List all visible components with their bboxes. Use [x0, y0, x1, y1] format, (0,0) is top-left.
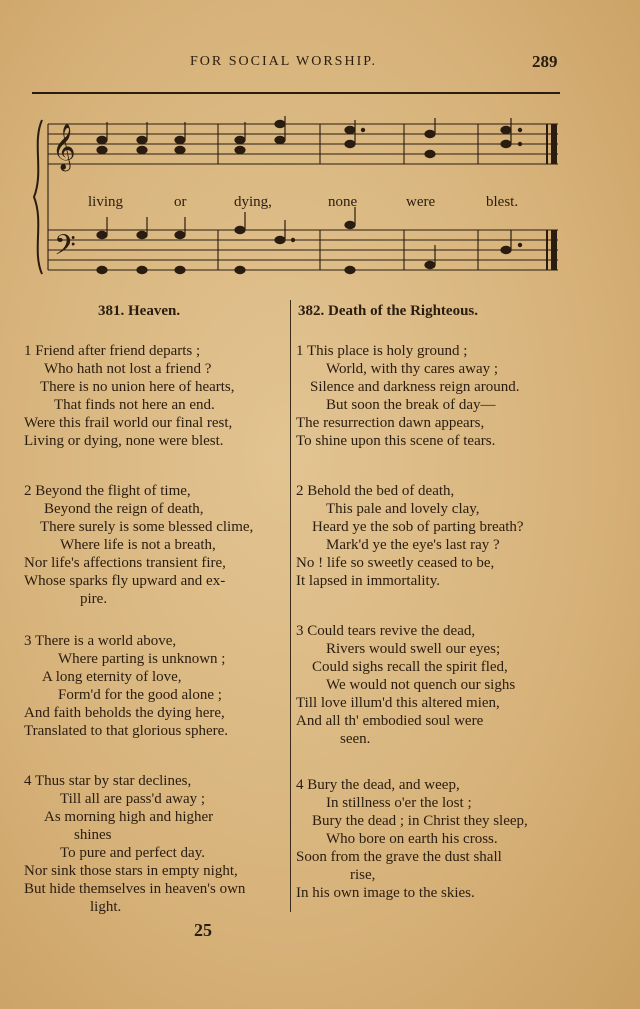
verse-line: We would not quench our sighs: [326, 677, 516, 693]
verse-line: shines: [74, 827, 112, 843]
verse-line: Nor life's affections transient fire,: [24, 555, 226, 571]
stanza: [24, 342, 290, 450]
verse-line: No ! life so sweetly ceased to be,: [296, 555, 495, 571]
verse-line: 2 Behold the bed of death,: [296, 483, 455, 499]
verse-line: Beyond the reign of death,: [44, 501, 204, 517]
verse-line: Where parting is unknown ;: [58, 651, 226, 667]
verse-line: 3 There is a world above,: [24, 633, 177, 649]
verse-line: Whose sparks fly upward and ex-: [24, 573, 226, 589]
lyric-word: none: [328, 194, 358, 210]
verse-line: This pale and lovely clay,: [326, 501, 480, 517]
lyric-word: dying,: [234, 194, 272, 210]
header-rule: [32, 92, 560, 94]
verse-line: 1 Friend after friend departs ;: [24, 343, 201, 359]
verse-line: As morning high and higher: [44, 809, 214, 825]
svg-text:𝄢: 𝄢: [54, 229, 76, 269]
verse-line: rise,: [350, 867, 376, 883]
verse-line: pire.: [80, 591, 108, 607]
verse-line: Form'd for the good alone ;: [58, 687, 222, 703]
verse-line: seen.: [340, 731, 371, 747]
verse-line: To shine upon this scene of tears.: [296, 433, 496, 449]
stanza: [24, 632, 290, 740]
verse-line: World, with thy cares away ;: [326, 361, 499, 377]
verse-line: Silence and darkness reign around.: [310, 379, 520, 395]
verse-line: 2 Beyond the flight of time,: [24, 483, 191, 499]
verse-line: Who bore on earth his cross.: [326, 831, 498, 847]
verse-line: That finds not here an end.: [54, 397, 215, 413]
verse-line: There surely is some blessed clime,: [40, 519, 254, 535]
verse-line: Living or dying, none were blest.: [24, 433, 224, 449]
column-divider: [290, 300, 291, 912]
verse-line: Mark'd ye the eye's last ray ?: [326, 537, 500, 553]
verse-line: 1 This place is holy ground ;: [296, 343, 468, 359]
verse-line: But hide themselves in heaven's own: [24, 881, 246, 897]
stanza: [24, 772, 290, 916]
verse-line: Bury the dead ; in Christ they sleep,: [312, 813, 528, 829]
page-number: 289: [532, 52, 558, 71]
verse-line: The resurrection dawn appears,: [296, 415, 485, 431]
lyric-word: living: [88, 194, 124, 210]
verse-line: Who hath not lost a friend ?: [44, 361, 212, 377]
running-title: FOR SOCIAL WORSHIP.: [190, 54, 377, 69]
lyric-word: or: [174, 194, 187, 210]
verse-line: 4 Bury the dead, and weep,: [296, 777, 460, 793]
verse-line: Soon from the grave the dust shall: [296, 849, 502, 865]
verse-line: It lapsed in immortality.: [296, 573, 441, 589]
hymn-title-382: 382. Death of the Righteous.: [298, 303, 478, 319]
svg-text:𝄞: 𝄞: [52, 124, 76, 170]
stanza: [296, 342, 562, 450]
page-header: [0, 54, 640, 78]
verse-line: Till all are pass'd away ;: [60, 791, 206, 807]
verse-line: light.: [90, 899, 122, 915]
signature-mark: 25: [194, 920, 212, 940]
verse-line: There is no union here of hearts,: [40, 379, 235, 395]
hymn-title-381: 381. Heaven.: [98, 303, 181, 319]
verse-line: 4 Thus star by star declines,: [24, 773, 192, 789]
verse-line: A long eternity of love,: [42, 669, 182, 685]
lyric-word: blest.: [486, 194, 519, 210]
stanza: [296, 482, 562, 590]
verse-line: To pure and perfect day.: [60, 845, 205, 861]
verse-line: In his own image to the skies.: [296, 885, 475, 901]
music-score: [30, 112, 562, 292]
verse-line: And all th' embodied soul were: [296, 713, 484, 729]
verse-line: Till love illum'd this altered mien,: [296, 695, 500, 711]
verse-line: Heard ye the sob of parting breath?: [312, 519, 524, 535]
verse-line: But soon the break of day—: [326, 397, 496, 413]
verse-line: Rivers would swell our eyes;: [326, 641, 501, 657]
verse-line: In stillness o'er the lost ;: [326, 795, 472, 811]
stanza: [296, 622, 562, 748]
hymn-381-text: [24, 342, 290, 916]
verse-line: Translated to that glorious sphere.: [24, 723, 229, 739]
verse-line: Nor sink those stars in empty night,: [24, 863, 238, 879]
lyric-word: were: [406, 194, 436, 210]
verse-line: Where life is not a breath,: [60, 537, 216, 553]
verse-line: Could sighs recall the spirit fled,: [312, 659, 508, 675]
verse-line: 3 Could tears revive the dead,: [296, 623, 476, 639]
verse-line: And faith beholds the dying here,: [24, 705, 225, 721]
stanza: [24, 482, 290, 608]
hymn-382-text: [296, 342, 562, 902]
verse-line: Were this frail world our final rest,: [24, 415, 233, 431]
stanza: [296, 776, 562, 902]
